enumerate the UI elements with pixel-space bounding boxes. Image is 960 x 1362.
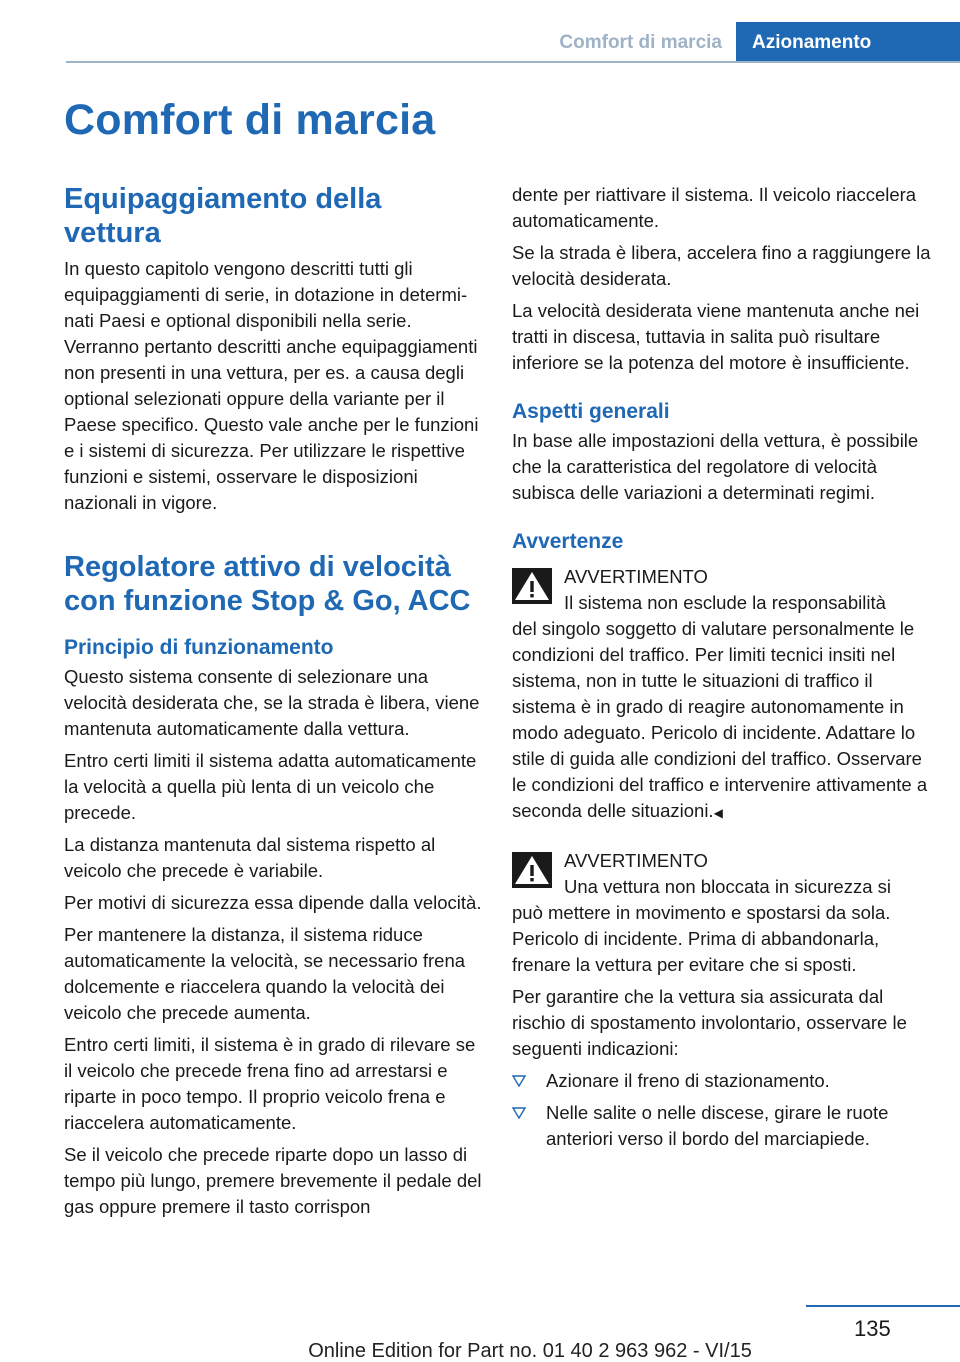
triangle-bullet-icon xyxy=(512,1107,526,1119)
paragraph-principio-3: La distanza mantenuta dal sistema rispetto al veicolo che precede è variabile. xyxy=(64,834,436,881)
warning-2-body: può mettere in movimento e spostarsi da sola. Pericolo di incidente. Prima di abbandonarla, frenare la vettura per evitare che si sposti. xyxy=(512,902,891,975)
paragraph-principio-7-cont: dente per riattivare il sistema. Il veicolo riaccelera automaticamente. xyxy=(512,184,917,231)
paragraph-principio-8: Se la strada è libera, accelera fino a raggiungere la velocità desiderata. xyxy=(512,242,931,289)
paragraph-principio-5: Per mantenere la distanza, il sistema riduce automaticamente la velocità, se necessario frena dolcemente e riaccelera quando la velocità dei veicolo che precede aumenta. xyxy=(64,924,466,1023)
footer-divider xyxy=(806,1305,960,1307)
paragraph-aspetti-generali: In base alle impostazioni della vettura, è possibile che la caratteristica del regolatore di velocità subisca delle variazioni a determinati regimi. xyxy=(512,430,919,503)
triangle-bullet-icon xyxy=(512,1075,526,1087)
paragraph-principio-2: Entro certi limiti il sistema adatta automaticamente la velocità a quella più lenta di un veicolo che precede. xyxy=(64,750,477,823)
end-mark-icon: ◀ xyxy=(713,806,723,820)
edition-footer: Online Edition for Part no. 01 40 2 963 962 - VI/15 xyxy=(308,1340,752,1362)
warning-1-first-line: Il sistema non esclude la responsabilità xyxy=(564,592,886,613)
header-divider xyxy=(66,61,960,63)
instruction-list xyxy=(512,1068,932,1152)
page-number: 135 xyxy=(854,1316,891,1341)
warning-1-heading: AVVERTIMENTO xyxy=(564,566,708,587)
paragraph-principio-4: Per motivi di sicurezza essa dipende dalla velocità. xyxy=(64,892,482,913)
list-item-text: Nelle salite o nelle discese, girare le ruote anteriori verso il bordo del marciapiede. xyxy=(546,1102,889,1149)
list-item xyxy=(512,1068,932,1094)
warning-2-heading: AVVERTIMENTO xyxy=(564,850,708,871)
heading-acc: Regolatore attivo di velocità con funzione Stop & Go, ACC xyxy=(64,551,471,617)
left-column xyxy=(64,182,484,1226)
warning-1-text: del singolo soggetto di valutare personalmente le condizioni del traffico. Per limiti tecnici insiti nel sistema, non in tutte le situazioni di traffico il sistema è in grado di reagire autonomamente in modo adeguato. Pericolo di incidente. Adattare lo stile di guida alle condizioni del traffico. Osservare le condizioni del traffico e intervenire attivamente a seconda delle situazioni. xyxy=(512,618,928,821)
paragraph-principio-7: Se il veicolo che precede riparte dopo un lasso di tempo più lungo, premere brevemente il pedale del gas oppure premere il tasto corrispon xyxy=(64,1144,482,1217)
page-title: Comfort di marcia xyxy=(64,96,436,144)
warning-2-first-line: Una vettura non bloccata in sicurezza si xyxy=(564,876,892,897)
tab-active-chapter[interactable]: Azionamento xyxy=(736,22,960,63)
warning-block-1 xyxy=(512,564,932,826)
paragraph-principio-1: Questo sistema consente di selezionare una velocità desiderata che, se la strada è libera, viene mantenuta automaticamente dalla vettura. xyxy=(64,666,480,739)
right-column xyxy=(512,182,932,1158)
heading-principio: Principio di funzionamento xyxy=(64,636,334,659)
tab-section[interactable]: Comfort di marcia xyxy=(559,32,722,53)
heading-aspetti-generali: Aspetti generali xyxy=(512,400,670,423)
warning-1-body xyxy=(512,616,932,826)
heading-equipaggiamento: Equipaggiamento della vettura xyxy=(64,183,382,249)
list-item xyxy=(512,1100,932,1152)
list-item-text: Azionare il freno di stazionamento. xyxy=(546,1070,830,1091)
warning-block-2 xyxy=(512,848,932,978)
warning-triangle-icon xyxy=(512,568,552,604)
paragraph-indicazioni: Per garantire che la vettura sia assicurata dal rischio di spostamento involontario, osservare le seguenti indicazioni: xyxy=(512,986,907,1059)
heading-avvertenze: Avvertenze xyxy=(512,530,624,553)
paragraph-principio-9: La velocità desiderata viene mantenuta anche nei tratti in discesa, tuttavia in salita può risultare inferiore se la potenza del motore è insufficiente. xyxy=(512,300,920,373)
paragraph-equipaggiamento: In questo capitolo vengono descritti tutti gli equipaggiamenti di serie, in dotazione in determinati Paesi e optional disponibili nella serie. Verranno pertanto descritti anche equipaggiamenti non presenti in una vettura, per es. a causa degli optional selezionati oppure della variante per il Paese specifico. Questo vale anche per le funzioni e i sistemi di sicurezza. Per utilizzare le rispettive funzioni e sistemi, osservare le disposizioni nazionali in vigore. xyxy=(64,258,479,513)
warning-triangle-icon xyxy=(512,852,552,888)
paragraph-principio-6: Entro certi limiti, il sistema è in grado di rilevare se il veicolo che precede frena fino ad arrestarsi e riparte in poco tempo. Il proprio veicolo frena e riaccelera automaticamente. xyxy=(64,1034,476,1133)
